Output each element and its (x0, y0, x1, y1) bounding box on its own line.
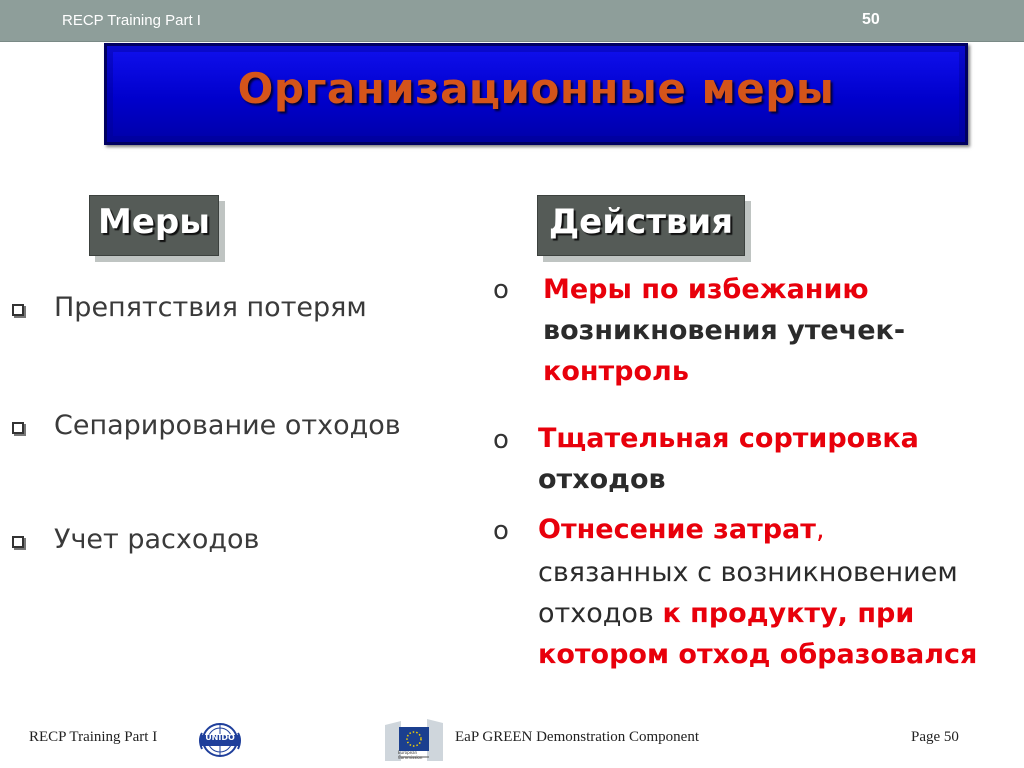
action-3-plain-text: отходов (538, 598, 663, 629)
header-title: RECP Training Part I (62, 12, 201, 29)
action-1-line-2: возникновения утечек- (543, 315, 906, 346)
top-bar (0, 0, 1024, 42)
footer-page-number: Page 50 (911, 729, 959, 745)
square-bullet-icon (12, 422, 24, 434)
unido-logo-text: UNIDO (205, 733, 235, 742)
circle-bullet-icon: o (493, 275, 509, 305)
actions-tab-label: Действия (548, 202, 734, 242)
action-3-line-2: связанных с возникновением (538, 557, 958, 588)
footer-course-title: RECP Training Part I (29, 729, 158, 745)
action-2-line-2: отходов (538, 464, 666, 495)
title-banner (104, 43, 968, 145)
list-item (12, 410, 482, 450)
circle-bullet-icon: o (493, 425, 509, 455)
action-2-line-1: Тщательная сортировка (538, 423, 919, 454)
action-1-line-1: Меры по избежанию (543, 274, 869, 305)
action-3-line-1 (538, 510, 825, 550)
eu-logo-caption: European Commission (398, 750, 423, 760)
square-bullet-icon (12, 536, 24, 548)
footer-program-name: EaP GREEN Demonstration Component (455, 729, 699, 745)
action-3-line-3 (538, 594, 914, 634)
action-3-red-text-2: к продукту, при (662, 598, 915, 629)
square-bullet-icon (12, 304, 24, 316)
slide-number: 50 (862, 11, 880, 28)
action-3-red-text: Отнесение затрат (538, 514, 816, 545)
measure-text: Сепарирование отходов (54, 410, 401, 441)
actions-tab (537, 195, 745, 256)
measures-tab-label: Меры (98, 202, 210, 242)
action-1-line-3: контроль (543, 356, 689, 387)
measure-text: Учет расходов (54, 524, 260, 555)
measure-text: Препятствия потерям (54, 292, 367, 323)
slide-title: Организационные меры (237, 64, 835, 113)
action-3-comma: , (815, 514, 825, 545)
action-3-line-4: котором отход образовался (538, 639, 978, 670)
list-item (12, 292, 482, 332)
measures-tab (89, 195, 219, 256)
circle-bullet-icon: o (493, 516, 509, 546)
list-item (12, 524, 482, 564)
